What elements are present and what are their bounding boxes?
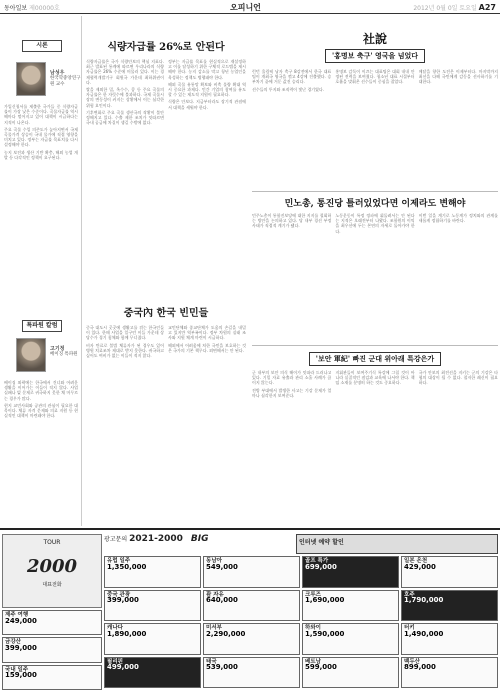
editorial-item-1: '홍명보 축구' 영국을 넘었다 <box>325 49 425 63</box>
ad-cell[interactable] <box>401 657 498 689</box>
ad-title: 일본 온천 <box>404 558 428 564</box>
ad-price: 1,790,000 <box>404 596 444 604</box>
ad-title: 골프 특가 <box>305 558 329 564</box>
column2-body: 베이징 외곽에는 한국에서 건너와 어려운 생활을 이어가는 이들이 적지 않다. 사업 실패나 빚 문제로 귀국하지 못한 채 머무르는 경우가 많다. 현지 교민사회와 공관의 관심이 필요한 대목이다. 체류 자격 문제와 의료 지원 등 현실적인 대책이 마련돼야 한다. <box>4 380 78 419</box>
ad-title: 미서부 <box>206 625 222 631</box>
ad-cell[interactable] <box>2 610 102 635</box>
left-ads <box>2 610 102 690</box>
ad-price: 640,000 <box>206 596 238 604</box>
editorial-section <box>252 16 498 526</box>
ad-cell[interactable] <box>401 590 498 622</box>
ad-cell[interactable] <box>401 556 498 588</box>
ad-title: 캐나다 <box>107 625 123 631</box>
tel-box: 광고문의 2021-2000 BIG <box>104 534 209 544</box>
ad-price: 429,000 <box>404 562 436 571</box>
ad-title: 터키 <box>404 625 415 631</box>
ad-price: 1,590,000 <box>305 629 345 638</box>
ad-cell[interactable] <box>2 665 102 690</box>
ed3-col-c: 국가 안보의 최전선을 지키는 군의 기강은 타협의 대상이 될 수 없다. 철저한 쇄신이 필요하다. <box>418 370 498 386</box>
headline-1: 식량자급률 26%로 안된다 <box>107 42 225 53</box>
ad-cell[interactable] <box>203 556 300 588</box>
column2-label: 특파원 칼럼 <box>22 320 62 332</box>
headline-2: 중국內 한국 빈민들 <box>123 308 209 319</box>
ad-cell[interactable] <box>2 637 102 662</box>
ad-price: 549,000 <box>206 562 238 571</box>
ad-cell[interactable] <box>203 590 300 622</box>
opinion-article-2 <box>86 300 246 525</box>
editorial-item-3-wrap <box>252 350 498 366</box>
masthead <box>0 0 500 14</box>
ad-title: 필리핀 <box>107 658 123 665</box>
ad-price: 249,000 <box>5 616 37 625</box>
ad-title: 중국 관광 <box>107 591 131 598</box>
ad-cell[interactable] <box>104 657 201 689</box>
ad-price: 1,690,000 <box>305 596 345 604</box>
ad-cell[interactable] <box>104 556 201 588</box>
date-page: 2012년 0월 0일 토요일 A27 <box>413 3 496 12</box>
ad-price: 899,000 <box>404 663 436 671</box>
ad-title: 태국 <box>206 658 217 665</box>
ad-cell[interactable] <box>203 657 300 689</box>
ad-price: 399,000 <box>107 596 139 604</box>
ad-price: 699,000 <box>305 562 337 571</box>
ed2-col-a: 민주노총이 통합진보당에 대한 지지를 철회하는 방안을 논의하고 있다. 당 내부 경선 부정 사태가 직접적 계기가 됐다. <box>252 213 332 229</box>
tour-ad[interactable]: TOUR 2000 대표전화 <box>2 534 102 608</box>
ad-price: 399,000 <box>5 643 37 652</box>
ad-price: 499,000 <box>107 663 139 671</box>
ad-cell[interactable] <box>302 657 399 689</box>
paper-name: 동아일보 제00000호 <box>4 5 60 12</box>
editorial-header: 社說 '홍명보 축구' 영국을 넘었다 <box>252 30 498 63</box>
section-title: 오피니언 <box>230 3 261 12</box>
ad-title: 제주 여행 <box>5 612 29 618</box>
ad-title: 크루즈 <box>305 591 321 598</box>
left-column <box>0 16 82 526</box>
author2-byline: 고기정 베이징 특파원 <box>50 346 78 357</box>
ed3-col-b: 지휘관들이 보여주기식 특강에 그칠 것이 아니라 실질적인 점검과 교육에 나서야 한다. 책임 소재를 분명히 하는 것도 중요하다. <box>335 370 415 386</box>
ad-price: 1,490,000 <box>404 629 444 638</box>
opinion-article-1 <box>86 16 246 286</box>
article2-col-a: 중국 대도시 곳곳에 생활고를 겪는 한국인들이 있다. 한때 사업을 일구던 이들 가운데 상당수가 경기 침체와 함께 무너졌다. 비자 만료로 불법 체류자가 된 경우도 있어 병원 치료조차 제대로 받지 못한다. 귀국하고 싶어도 여비가 없는 이들이 적지 않다. <box>86 325 164 359</box>
ad-price: 1,350,000 <box>107 562 147 571</box>
ad-title: 유럽 일주 <box>107 558 131 564</box>
ad-price: 2,290,000 <box>206 629 246 638</box>
advertisement-section <box>0 528 500 691</box>
ed2-col-b: 노동운동이 특정 정파에 휘둘려서는 안 된다는 지적은 오래전부터 나왔다. 조합원의 이익을 최우선에 두는 본연의 자세로 돌아가야 한다. <box>335 213 415 234</box>
author2-portrait <box>16 338 46 372</box>
ad-title: 하와이 <box>305 625 321 631</box>
ad-title: 국내 일주 <box>5 666 29 673</box>
ad-price: 539,000 <box>206 663 238 671</box>
ad-cell[interactable] <box>302 590 399 622</box>
article2-col-b: 교민단체와 종교단체가 도움의 손길을 내밀고 있지만 역부족이다. 정부 차원의 실태 조사와 지원 체계 마련이 시급하다. 해외에서 어려움에 처한 국민을 보호하는 것은 국가의 기본 책무다. 외면해서는 안 된다. <box>168 325 246 353</box>
ed3-col-a: 군 내부의 보안 의식 해이가 잇따라 드러나고 있다. 기밀 자료 유출과 관리 소홀 사례가 끊이지 않는다. 전방 부대에서 발생한 사고는 기강 문제가 얼마나 심각한지 보여준다. <box>252 370 332 398</box>
ad-title: 호주 <box>404 591 415 598</box>
ad-price: 599,000 <box>305 663 337 671</box>
author-byline: 남성우 한국학중앙연구원 교수 <box>50 70 81 87</box>
ad-price: 159,000 <box>5 671 37 680</box>
column-label: 시론 <box>22 40 62 52</box>
ad-cell[interactable] <box>302 623 399 655</box>
column-body: 가입신청서를 제출한 국가들 중 식량자급률이 가장 낮은 수준이다. 곡물자급률 역시 해마다 떨어지고 있어 대책이 시급하다는 지적이 나온다. 주요 곡물 수입 의존도가 높아지면서 국제 곡물가격 상승이 국내 물가에 직접 영향을 미치고 있다. 정부는 자급률 목표치를 다시 설정해야 한다. 농지 보전과 생산 기반 확충, 해외 농업 개발 등 다각적인 정책이 요구된다. <box>4 104 78 160</box>
ad-topbar[interactable]: 인터넷 예약 할인 <box>296 534 498 554</box>
ad-cell[interactable] <box>203 623 300 655</box>
ed1-col-b: 홍명보 감독이 이끄는 대표팀은 대회 내내 안정된 전력을 보여줬다. 청소년 대표 시절부터 호흡을 맞춰온 선수들이 중심을 잡았다. <box>335 69 415 85</box>
ad-cell[interactable] <box>302 556 399 588</box>
ed1-col-a: 런던 올림픽 남자 축구 8강전에서 한국 대표팀이 개최국 영국을 꺾고 4강에 진출했다. 승부차기 끝에 거둔 값진 승리다. 선수들의 투지와 조직력이 빛난 경기였다. <box>252 69 332 92</box>
ad-title: 백두산 <box>404 658 420 665</box>
ad-title: 베트남 <box>305 658 321 665</box>
ad-cell[interactable] <box>401 623 498 655</box>
author-portrait <box>16 62 46 96</box>
editorial-item-2: 민노총, 통진당 틀러있었다면 이제라도 변해야 <box>284 199 466 209</box>
ad-price: 1,890,000 <box>107 629 147 638</box>
ad-title: 괌 자유 <box>206 591 224 598</box>
ad-cell[interactable] <box>104 623 201 655</box>
ad-cell[interactable] <box>104 590 201 622</box>
ed2-col-c: 이번 일을 계기로 노동계가 정치와의 관계를 새롭게 정립하기를 바란다. <box>418 213 498 224</box>
ad-title: 동남아 <box>206 558 222 564</box>
ad-grid <box>104 556 498 688</box>
article1-col-b: 정부는 자급률 목표를 현실적으로 재설정하고 이를 달성하기 위한 구체적 로드맵을 제시해야 한다. 농지 감소를 막고 청년 농업인을 육성하는 정책도 병행돼야 한다. 해외 곡물 유통망 확보와 비축 물량 확대 역시 중요한 과제다. 민간 기업의 참여를 유도할 수 있는 제도적 지원이 필요하다. 식량은 안보다. 지금부터라도 장기적 관점에서 대책을 세워야 한다. <box>168 59 246 110</box>
ad-title: 금강산 <box>5 639 21 646</box>
editorial-item-3: '보안 軍紀' 빠진 군대 위아래 특강은가 <box>309 352 441 366</box>
article1-col-a: 식량자급률은 국가 식량안보의 핵심 지표다. 최근 발표된 통계에 따르면 우리나라의 식량자급률은 26% 수준에 머물러 있다. 이는 경제협력개발기구 회원국 가운데 최하위권이다. 쌀을 제외한 밀, 옥수수, 콩 등 주요 곡물의 자급률은 한 자릿수에 불과하다. 국제 곡물시장의 변동성이 커지는 상황에서 이는 심각한 위험 요인이다. 기후변화로 주요 곡물 생산국의 작황이 불안정해지고 있다. 수출 제한 조치가 잇따르면 국내 공급에 차질이 생길 수밖에 없다. <box>86 59 164 126</box>
ed1-col-c: 메달을 향한 도전은 이제부터다. 마지막까지 최선을 다해 국민에게 감동을 선사하기를 기대한다. <box>418 69 498 85</box>
